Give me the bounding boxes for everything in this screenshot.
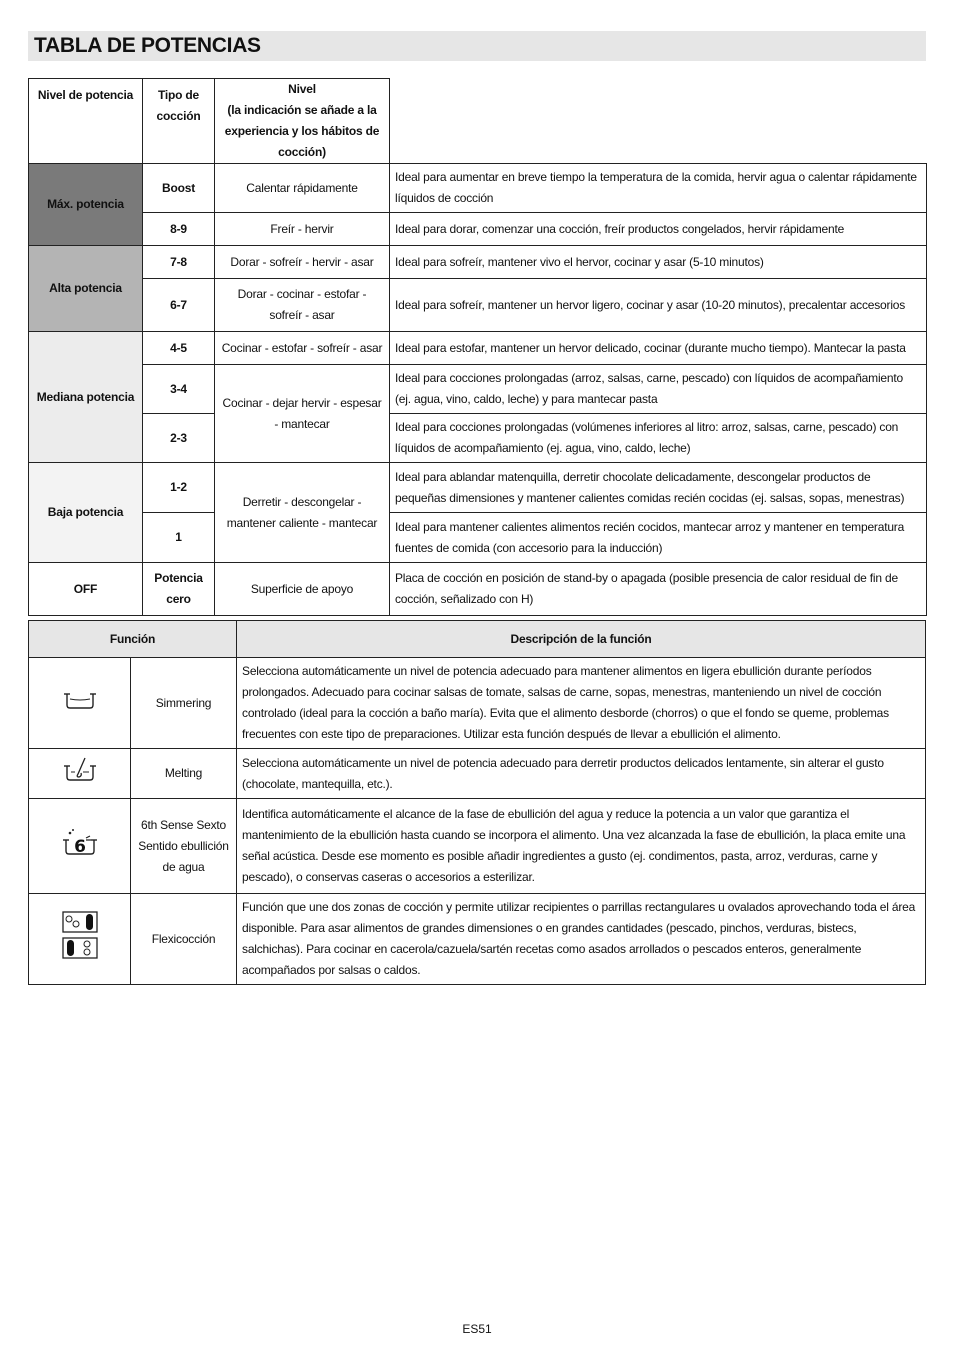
table-row <box>29 164 927 213</box>
header-level <box>215 79 390 164</box>
level-description: Ideal para cocciones prolongadas (arroz, salsas, carne, pescado) con líquidos de acompañamiento (ej. agua, vino, caldo, leche) y para mantecar pasta <box>390 365 927 414</box>
table-row <box>29 463 927 513</box>
table-row <box>29 332 927 365</box>
function-name: Flexicocción <box>131 894 237 985</box>
level-description: Ideal para aumentar en breve tiempo la temperatura de la comida, hervir agua o calentar rápidamente líquidos de cocción <box>390 164 927 213</box>
function-description: Selecciona automáticamente un nivel de potencia adecuado para mantener alimentos en ligera ebullición durante períodos prolongados. Adecuado para cocinar salsas de tomate, salsas de carne, sopas, menestras, manteniendo un nivel de cocción controlado (ideal para la cocción a baño maría). Evita que el alimento desborde (chorros) o que el fondo se queme, problemas frecuentes con este tipo de preparaciones. Utilizar esta función después de llevar a ebullición el alimento. <box>237 658 926 749</box>
table-row <box>29 894 926 985</box>
header-function: Función <box>29 621 237 658</box>
cooking-type-cell: Superficie de apoyo <box>215 563 390 616</box>
group-medium-power: Mediana potencia <box>29 332 143 463</box>
function-name: Simmering <box>131 658 237 749</box>
flexicooking-zones-icon <box>62 910 98 962</box>
cooking-type-cell: Cocinar - estofar - sofreír - asar <box>215 332 390 365</box>
page-title: TABLA DE POTENCIAS <box>34 34 261 57</box>
cooking-type-cell: Calentar rápidamente <box>215 164 390 213</box>
level-description: Ideal para mantener calientes alimentos recién cocidos, mantecar arroz y mantener en temperatura fuentes de comida (con accesorio para la inducción) <box>390 513 927 563</box>
table-row <box>29 799 926 894</box>
level-description: Ideal para sofreír, mantener vivo el hervor, cocinar y asar (5-10 minutos) <box>390 246 927 279</box>
group-off: OFF <box>29 563 143 616</box>
table-row <box>29 279 927 332</box>
header-level-subtitle: (la indicación se añade a la experiencia y los hábitos de cocción) <box>224 103 380 159</box>
melting-pot-icon <box>63 756 97 784</box>
cooking-type-cell: Dorar - cocinar - estofar - sofreír - asar <box>215 279 390 332</box>
function-description: Selecciona automáticamente un nivel de potencia adecuado para derretir productos delicados lentamente, sin alterar el gusto (chocolate, mantequilla, etc.). <box>237 749 926 799</box>
level-cell: 1 <box>143 513 215 563</box>
level-description: Ideal para estofar, mantener un hervor delicado, cocinar (durante mucho tiempo). Mantecar la pasta <box>390 332 927 365</box>
level-description: Ideal para ablandar matenquilla, derretir chocolate delicadamente, descongelar productos de pequeñas dimensiones y mantener calientes comidas recién cocidas (ej. salsas, sopas, menestras) <box>390 463 927 513</box>
power-table <box>28 78 927 616</box>
table-row <box>29 414 927 463</box>
page-number: ES51 <box>462 1322 492 1336</box>
level-cell: 1-2 <box>143 463 215 513</box>
function-name: Melting <box>131 749 237 799</box>
level-cell: Boost <box>143 164 215 213</box>
level-cell: 7-8 <box>143 246 215 279</box>
table-row <box>29 749 926 799</box>
level-cell: 8-9 <box>143 213 215 246</box>
table-row <box>29 213 927 246</box>
header-power-level: Nivel de potencia <box>29 79 143 164</box>
level-description: Ideal para sofreír, mantener un hervor ligero, cocinar y asar (10-20 minutos), precalentar accesorios <box>390 279 927 332</box>
function-name: 6th Sense Sexto Sentido ebullición de agua <box>131 799 237 894</box>
table-row <box>29 658 926 749</box>
cooking-type-cell: Cocinar - dejar hervir - espesar - mantecar <box>215 365 390 463</box>
function-description: Función que une dos zonas de cocción y permite utilizar recipientes o parrillas rectangulares u ovalados aprovechando toda el área disponible. Para asar alimentos de grandes dimensiones o en grandes cantidades (pescado, pinchos, verduras, bistecs, salchichas). Para cocinar en cacerola/cazuela/sartén recetas como asados arrollados o pescados enteros, generalmente acompañados por salsas o caldos. <box>237 894 926 985</box>
group-low-power: Baja potencia <box>29 463 143 563</box>
cooking-type-cell: Derretir - descongelar - mantener caliente - mantecar <box>215 463 390 563</box>
function-icon-cell <box>29 749 131 799</box>
function-icon-cell <box>29 894 131 985</box>
level-cell: 2-3 <box>143 414 215 463</box>
function-icon-cell <box>29 658 131 749</box>
sixth-sense-boil-icon <box>62 828 98 858</box>
cooking-type-cell: Dorar - sofreír - hervir - asar <box>215 246 390 279</box>
table-row <box>29 563 927 616</box>
title-bar <box>28 31 926 61</box>
table-row <box>29 365 927 414</box>
simmering-pot-icon <box>63 688 97 712</box>
group-high-power: Alta potencia <box>29 246 143 332</box>
header-function-description: Descripción de la función <box>237 621 926 658</box>
function-icon-cell <box>29 799 131 894</box>
function-description: Identifica automáticamente el alcance de la fase de ebullición del agua y reduce la potencia a un valor que garantiza el mantenimiento de la ebullición hasta cuando se incorpora el alimento. Una vez alcanzada la fase de ebullición, la placa emite una señal acústica. Desde ese momento es posible añadir ingredientes a gusto (ej. condimentos, pasta, arroz, verduras, carne y pescado), o conservas caseras o accesorios a esterilizar. <box>237 799 926 894</box>
function-table <box>28 620 926 985</box>
level-description: Placa de cocción en posición de stand-by o apagada (posible presencia de calor residual de fin de cocción, señalizado con H) <box>390 563 927 616</box>
level-cell: 4-5 <box>143 332 215 365</box>
header-cooking-type: Tipo de cocción <box>143 79 215 164</box>
level-description: Ideal para dorar, comenzar una cocción, freír productos congelados, hervir rápidamente <box>390 213 927 246</box>
level-cell: Potencia cero <box>143 563 215 616</box>
svg-text:6: 6 <box>73 836 86 857</box>
table-row <box>29 513 927 563</box>
level-cell: 3-4 <box>143 365 215 414</box>
header-level-title: Nivel <box>288 82 316 96</box>
level-description: Ideal para cocciones prolongadas (volúmenes inferiores al litro: arroz, salsas, carne, pescado) con líquidos de acompañamiento (ej. agua, vino, caldo, leche) <box>390 414 927 463</box>
group-max-power: Máx. potencia <box>29 164 143 246</box>
level-cell: 6-7 <box>143 279 215 332</box>
table-row <box>29 246 927 279</box>
cooking-type-cell: Freír - hervir <box>215 213 390 246</box>
